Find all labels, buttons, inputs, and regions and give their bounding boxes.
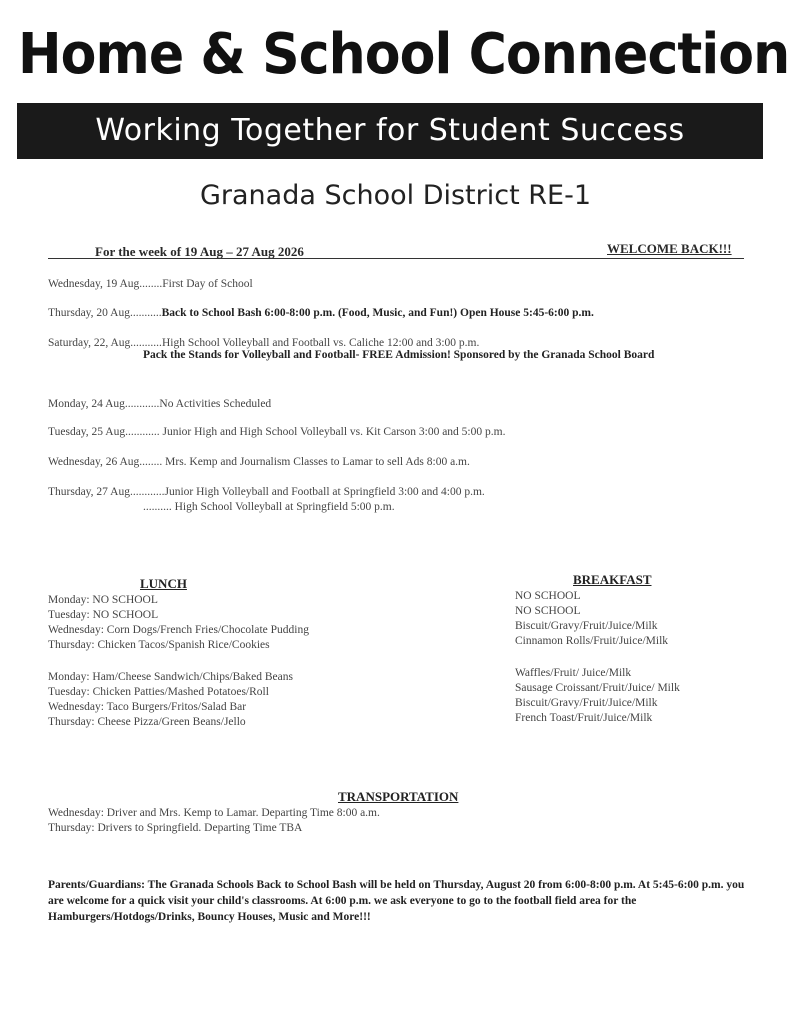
breakfast-item: Cinnamon Rolls/Fruit/Juice/Milk — [515, 635, 669, 647]
event-sat-22-note: Pack the Stands for Volleyball and Football- FREE Admission! Sponsored by the Granada School Board — [143, 349, 655, 361]
breakfast-item: French Toast/Fruit/Juice/Milk — [515, 712, 653, 724]
event-sat-22: Saturday, 22, Aug...........High School Volleyball and Football vs. Caliche 12:00 and 3:00 p.m. — [48, 337, 480, 349]
event-thu-27-extra: .......... High School Volleyball at Springfield 5:00 p.m. — [143, 501, 395, 513]
week-label: For the week of 19 Aug – 27 Aug 2026 — [95, 244, 304, 259]
transportation-item: Wednesday: Driver and Mrs. Kemp to Lamar. Departing Time 8:00 a.m. — [48, 807, 380, 819]
breakfast-item: NO SCHOOL — [515, 605, 581, 617]
lunch-item: Thursday: Cheese Pizza/Green Beans/Jello — [48, 716, 246, 728]
newsletter-title: Home & School Connection — [18, 22, 790, 87]
breakfast-heading: BREAKFAST — [573, 572, 652, 587]
transportation-heading: TRANSPORTATION — [338, 789, 459, 804]
breakfast-item: Biscuit/Gravy/Fruit/Juice/Milk — [515, 697, 658, 709]
breakfast-item: Sausage Croissant/Fruit/Juice/ Milk — [515, 682, 680, 694]
lunch-item: Monday: NO SCHOOL — [48, 594, 158, 606]
lunch-week1 — [48, 593, 309, 653]
lunch-item: Wednesday: Taco Burgers/Fritos/Salad Bar — [48, 701, 247, 713]
banner-text: Working Together for Student Success — [95, 113, 685, 148]
breakfast-item: NO SCHOOL — [515, 590, 581, 602]
parents-note: Parents/Guardians: The Granada Schools Back to School Bash will be held on Thursday, August 20 from 6:00-8:00 p.m. At 5:45-6:00 p.m. you are welcome for a quick visit your child's classrooms. At 6:00 p.m. we ask everyone to go to the football field area for the Hamburgers/Hotdogs/Drinks, Bouncy Houses, Music and More!!! — [48, 879, 745, 923]
lunch-item: Wednesday: Corn Dogs/French Fries/Chocolate Pudding — [48, 624, 309, 636]
breakfast-item: Biscuit/Gravy/Fruit/Juice/Milk — [515, 620, 658, 632]
lunch-item: Thursday: Chicken Tacos/Spanish Rice/Cookies — [48, 639, 270, 651]
banner — [17, 103, 763, 159]
welcome-back: WELCOME BACK!!! — [607, 241, 732, 256]
transportation-item: Thursday: Drivers to Springfield. Departing Time TBA — [48, 822, 303, 834]
event-thu-20: Thursday, 20 Aug...........Back to School Bash 6:00-8:00 p.m. (Food, Music, and Fun!) Open House 5:45-6:00 p.m. — [48, 307, 594, 319]
event-tue-25: Tuesday, 25 Aug............ Junior High and High School Volleyball vs. Kit Carson 3:00 and 5:00 p.m. — [48, 426, 506, 438]
transportation-list — [48, 806, 380, 836]
lunch-heading: LUNCH — [140, 576, 187, 591]
breakfast-week1 — [515, 589, 668, 649]
lunch-week2 — [48, 670, 293, 730]
event-thu-27: Thursday, 27 Aug............Junior High Volleyball and Football at Springfield 3:00 and 4:00 p.m. — [48, 486, 485, 498]
lunch-item: Tuesday: Chicken Patties/Mashed Potatoes/Roll — [48, 686, 269, 698]
event-wed-26: Wednesday, 26 Aug........ Mrs. Kemp and Journalism Classes to Lamar to sell Ads 8:00 a.m. — [48, 456, 470, 468]
event-mon-24: Monday, 24 Aug............No Activities Scheduled — [48, 398, 272, 410]
event-wed-19: Wednesday, 19 Aug........First Day of School — [48, 278, 253, 290]
breakfast-item: Waffles/Fruit/ Juice/Milk — [515, 667, 632, 679]
district-name: Granada School District RE-1 — [199, 180, 591, 211]
week-divider — [48, 258, 744, 259]
lunch-item: Monday: Ham/Cheese Sandwich/Chips/Baked Beans — [48, 671, 293, 683]
breakfast-week2 — [515, 666, 680, 726]
lunch-item: Tuesday: NO SCHOOL — [48, 609, 159, 621]
